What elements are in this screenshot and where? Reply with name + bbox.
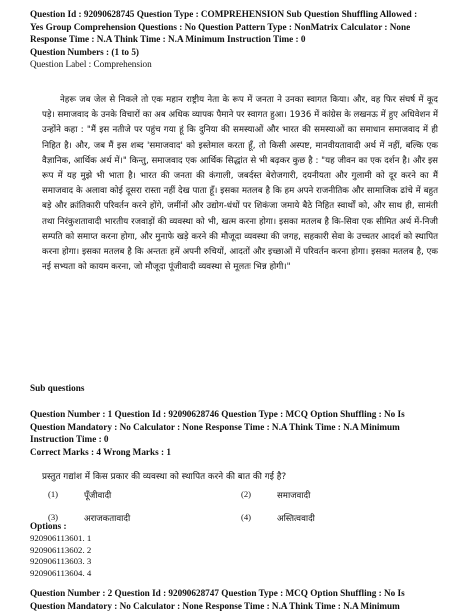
sub-questions-heading: Sub questions — [30, 383, 85, 393]
option-text: अस्तित्ववादी — [277, 514, 315, 524]
q1-options — [48, 489, 434, 524]
q1-question-text: प्रस्तुत गद्यांश में किस प्रकार की व्यवस्था को स्थापित करने की बात की गई है? — [42, 472, 287, 482]
question-label: Question Label : Comprehension — [30, 59, 152, 69]
passage-text: नेहरू जब जेल से निकले तो एक महान राष्ट्रीय नेता के रूप में जनता ने उनका स्वागत किया। और, वह फिर संघर्ष में कूद पड़े। समाजवाद के उनके विचारों का अब अधिक व्यापक पैमाने पर स्वागत हुआ। 1936 में कांग्रेस के लखनऊ में हुए अधिवेशन में उन्होंने कहा : "मैं इस नतीजे पर पहुंच गया हूं कि दुनिया की समस्याओं और भारत की समस्याओं का समाधान समाजवाद में ही निहित है। और, जब मैं इस शब्द 'समाजवाद' को इस्तेमाल करता हूँ, तो किसी अस्पष्ट, मानवीयतावादी अर्थ में नहीं, बल्कि एक वैज्ञानिक, आर्थिक अर्थ में।" किन्तु, समाजवाद एक आर्थिक सिद्धांत से भी बढ़कर कुछ है : "यह जीवन का एक दर्शन है। और इस रूप में यह मुझे भी भाता है। भारत की जनता की कंगाली, जबर्दस्त बेरोजगारी, दयनीयता और गुलामी को दूर करने का मैं समाजवाद के अलावा कोई दूसरा रास्ता नहीं देख पाता हूँ। इसका मतलब है कि हम अपने राजनीतिक और सामाजिक ढांचे में बहुत बड़े और क्रांतिकारी परिवर्तन करने होंगे, जमींनों और उद्योग-धंधों पर शिकंजा जमाये बैठे निहित स्वार्थों को, और साथ ही, सामंती तथा निरंकुशतावादी भारतीय रजवाड़ों की व्यवस्था को भी, खत्म करना होगा। इसका मतलब है कि-सिवा एक सीमित अर्थ में-निजी सम्पति को समाप्त करना होगा, और मुनाफे खड़े करने की मौजूदा व्यवस्था की जगह, सहकारी सेवा के उच्चतर आदर्श को स्थापित करना होगा। इसका मतलब है कि अन्ततः हमें अपनी रुचियों, आदतों और इच्छाओं में परिवर्तन करना होगा। इसका मतलब है, एक नई सभ्यता को कायम करना, जो मौजूदा पूंजीवादी व्यवस्था से मूलतः भिन्न होगी।" — [42, 95, 438, 273]
option-id-3: 920906113603. 3 — [30, 556, 92, 567]
option-number: (3) — [48, 512, 59, 522]
question-2-meta — [30, 587, 450, 612]
option-number: (4) — [241, 512, 252, 522]
header-line-1: Question Id : 92090628745 Question Type : COMPREHENSION Sub Question Shuffling Allowed : — [30, 9, 418, 19]
options-label: Options : — [30, 521, 67, 531]
q1-marks: Correct Marks : 4 Wrong Marks : 1 — [30, 446, 171, 457]
q2-meta-line-1: Question Number : 2 Question Id : 92090628747 Question Type : MCQ Option Shuffling : No Is — [30, 588, 405, 598]
option-id-2: 920906113602. 2 — [30, 544, 92, 555]
q1-option-1[interactable] — [48, 489, 241, 501]
option-number: (1) — [48, 489, 59, 499]
option-text: पूँजीवादी — [84, 491, 112, 501]
option-number: (2) — [241, 489, 252, 499]
question-numbers: Question Numbers : (1 to 5) — [30, 46, 139, 57]
option-ids-list — [30, 533, 450, 579]
q1-option-2[interactable] — [241, 489, 434, 501]
question-header — [30, 8, 450, 71]
option-text: अराजकतावादी — [84, 514, 131, 524]
option-id-4: 920906113604. 4 — [30, 567, 92, 578]
option-text: समाजवादी — [277, 491, 311, 501]
q1-meta-line-2: Question Mandatory : No Calculator : None Response Time : N.A Think Time : N.A Minimum — [30, 421, 400, 432]
header-line-2: Yes Group Comprehension Questions : No Question Pattern Type : NonMatrix Calculator : None — [30, 21, 411, 32]
comprehension-passage — [42, 93, 438, 275]
header-line-3: Response Time : N.A Think Time : N.A Minimum Instruction Time : 0 — [30, 34, 306, 44]
option-id-1: 920906113601. 1 — [30, 533, 92, 543]
q2-meta-line-2: Question Mandatory : No Calculator : None Response Time : N.A Think Time : N.A Minimum — [30, 600, 400, 611]
q1-meta-line-3: Instruction Time : 0 — [30, 434, 109, 444]
q1-meta-line-1: Question Number : 1 Question Id : 92090628746 Question Type : MCQ Option Shuffling : No Is — [30, 409, 405, 419]
question-1-meta — [30, 408, 450, 458]
